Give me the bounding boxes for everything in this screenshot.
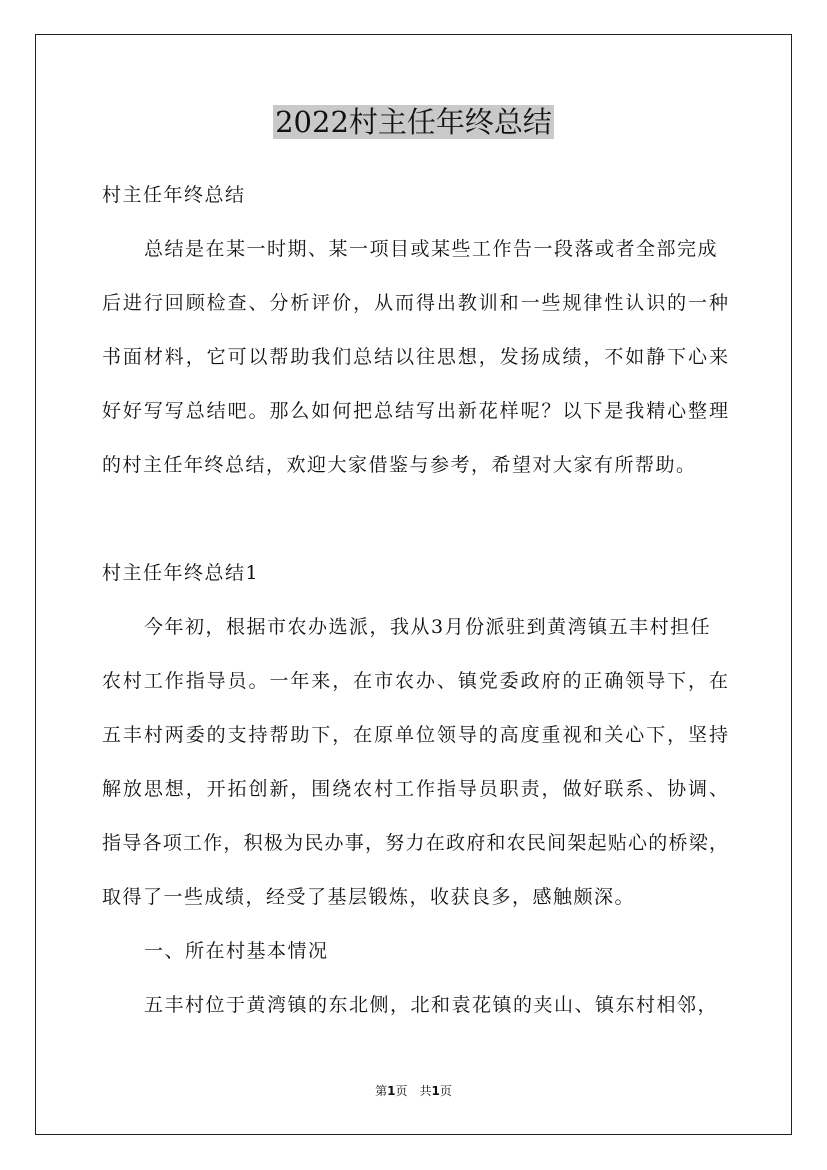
footer-total-suffix: 页 <box>439 1084 452 1098</box>
paragraph-gap <box>102 500 728 554</box>
section-line-6: 取得了一些成绩，经受了基层锻炼，收获良多，感触颇深。 <box>102 886 636 908</box>
footer-page-suffix: 页 <box>395 1084 408 1098</box>
document-title-text: 2022村主任年终总结 <box>275 105 552 139</box>
page-footer <box>0 1083 827 1099</box>
document-body <box>102 176 728 1040</box>
document-title <box>0 102 827 142</box>
section-line-2: 农村工作指导员。一年来，在市农办、镇党委政府的正确领导下，在 <box>102 670 728 692</box>
footer-page-number: 1 <box>387 1084 396 1098</box>
footer-total-number: 1 <box>431 1084 440 1098</box>
section-line-4: 解放思想，开拓创新，围绕农村工作指导员职责，做好联系、协调、 <box>102 778 728 800</box>
intro-line-1: 总结是在某一时期、某一项目或某些工作告一段落或者全部完成 <box>144 238 719 260</box>
intro-line-3: 书面材料，它可以帮助我们总结以往思想，发扬成绩，不如静下心来 <box>102 346 728 368</box>
intro-line-5: 的村主任年终总结，欢迎大家借鉴与参考，希望对大家有所帮助。 <box>102 454 697 476</box>
intro-line-2: 后进行回顾检查、分析评价，从而得出教训和一些规律性认识的一种 <box>102 292 728 314</box>
section-line-5: 指导各项工作，积极为民办事，努力在政府和农民间架起贴心的桥梁， <box>102 832 728 854</box>
footer-total-prefix: 共 <box>419 1084 432 1098</box>
footer-page-prefix: 第 <box>375 1084 388 1098</box>
subheading: 一、所在村基本情况 <box>144 940 329 962</box>
section-heading: 村主任年终总结1 <box>102 562 260 584</box>
section-line-3: 五丰村两委的支持帮助下，在原单位领导的高度重视和关心下，坚持 <box>102 724 728 746</box>
intro-line-4: 好好写写总结吧。那么如何把总结写出新花样呢？以下是我精心整理 <box>102 400 728 422</box>
subtitle: 村主任年终总结 <box>102 184 246 206</box>
section-line-1: 今年初，根据市农办选派，我从3月份派驻到黄湾镇五丰村担任 <box>144 616 712 638</box>
body-last-line: 五丰村位于黄湾镇的东北侧，北和袁花镇的夹山、镇东村相邻， <box>144 994 719 1016</box>
